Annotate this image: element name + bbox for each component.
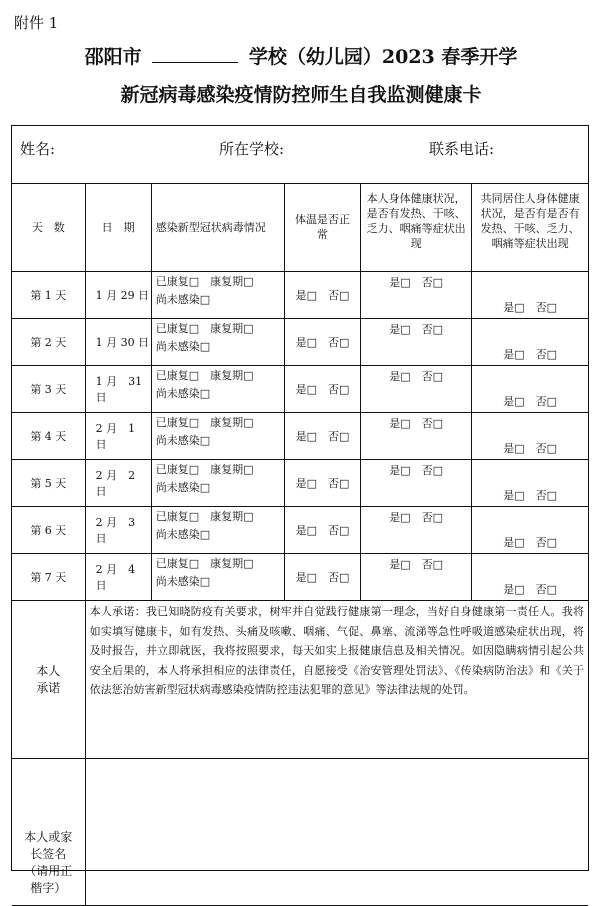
- day-cell: 第 4 天: [12, 413, 85, 460]
- temperature-checkbox-cell[interactable]: 是□ 否□: [284, 272, 360, 319]
- status-options-line-2[interactable]: 尚未感染□: [155, 387, 211, 400]
- infection-status-cell[interactable]: [151, 272, 284, 319]
- info-row: [12, 126, 588, 184]
- temperature-checkbox-cell[interactable]: 是□ 否□: [284, 319, 360, 366]
- status-options-line-2[interactable]: 尚未感染□: [155, 340, 211, 353]
- table-row: [12, 507, 588, 554]
- self-health-checkbox-cell[interactable]: 是□ 否□: [361, 272, 472, 319]
- table-row: [12, 413, 588, 460]
- infection-status-cell[interactable]: [151, 460, 284, 507]
- phone-field-label[interactable]: 联系电话:: [429, 140, 495, 158]
- day-cell: 第 3 天: [12, 366, 85, 413]
- date-cell: 1 月 30 日: [85, 319, 151, 366]
- day-cell: 第 1 天: [12, 272, 85, 319]
- annex-label: 附件 1: [14, 14, 59, 32]
- date-cell: 2 月 2 日: [85, 460, 151, 507]
- school-name-blank[interactable]: [152, 46, 238, 63]
- table-row: [12, 272, 588, 319]
- temperature-checkbox-cell[interactable]: 是□ 否□: [284, 554, 360, 601]
- title-line-2: 新冠病毒感染疫情防控师生自我监测健康卡: [120, 84, 482, 106]
- status-options-line-1[interactable]: 已康复□ 康复期□: [155, 557, 254, 570]
- infection-status-cell[interactable]: [151, 507, 284, 554]
- table-row: [12, 460, 588, 507]
- title-school-suffix: 学校（幼儿园）2023 春季开学: [248, 46, 518, 68]
- status-options-line-2[interactable]: 尚未感染□: [155, 293, 211, 306]
- infection-status-cell[interactable]: [151, 319, 284, 366]
- status-options-line-1[interactable]: 已康复□ 康复期□: [155, 275, 254, 288]
- title-city: 邵阳市: [84, 46, 142, 68]
- status-options-line-2[interactable]: 尚未感染□: [155, 575, 211, 588]
- table-row: [12, 554, 588, 601]
- title-line-1: [0, 42, 602, 69]
- status-options-line-2[interactable]: 尚未感染□: [155, 481, 211, 494]
- signature-area[interactable]: [85, 759, 588, 906]
- status-options-line-2[interactable]: 尚未感染□: [155, 528, 211, 541]
- header-cohabitant-health: 共同居住人身体健康状况，是否有是否有发热、干咳、乏力、咽痛等症状出现: [472, 183, 588, 272]
- temperature-checkbox-cell[interactable]: 是□ 否□: [284, 413, 360, 460]
- cohabitant-health-checkbox-cell[interactable]: 是□ 否□: [472, 272, 588, 319]
- infection-status-cell[interactable]: [151, 554, 284, 601]
- temperature-checkbox-cell[interactable]: 是□ 否□: [284, 460, 360, 507]
- commitment-row: [12, 601, 588, 759]
- self-health-checkbox-cell[interactable]: 是□ 否□: [361, 507, 472, 554]
- header-day: 天 数: [12, 183, 85, 272]
- self-health-checkbox-cell[interactable]: 是□ 否□: [361, 554, 472, 601]
- school-field-label[interactable]: 所在学校:: [219, 140, 285, 158]
- self-health-checkbox-cell[interactable]: 是□ 否□: [361, 319, 472, 366]
- cohabitant-health-checkbox-cell[interactable]: 是□ 否□: [472, 554, 588, 601]
- day-cell: 第 2 天: [12, 319, 85, 366]
- infection-status-cell[interactable]: [151, 366, 284, 413]
- day-cell: 第 7 天: [12, 554, 85, 601]
- date-cell: 2 月 1 日: [85, 413, 151, 460]
- status-options-line-2[interactable]: 尚未感染□: [155, 434, 211, 447]
- table-row: [12, 366, 588, 413]
- date-cell: 1 月 31 日: [85, 366, 151, 413]
- commitment-label-text: 本人 承诺: [36, 663, 61, 695]
- date-cell: 1 月 29 日: [85, 272, 151, 319]
- header-infection-status: 感染新型冠状病毒情况: [151, 183, 284, 272]
- date-cell: 2 月 3 日: [85, 507, 151, 554]
- header-date: 日 期: [85, 183, 151, 272]
- status-options-line-1[interactable]: 已康复□ 康复期□: [155, 369, 254, 382]
- header-temperature: 体温是否正常: [284, 183, 360, 272]
- cohabitant-health-checkbox-cell[interactable]: 是□ 否□: [472, 319, 588, 366]
- table-row: [12, 319, 588, 366]
- signature-label: [12, 759, 85, 906]
- monitoring-table: [12, 183, 588, 906]
- infection-status-cell[interactable]: [151, 413, 284, 460]
- date-cell: 2 月 4 日: [85, 554, 151, 601]
- cohabitant-health-checkbox-cell[interactable]: 是□ 否□: [472, 366, 588, 413]
- self-health-checkbox-cell[interactable]: 是□ 否□: [361, 460, 472, 507]
- temperature-checkbox-cell[interactable]: 是□ 否□: [284, 366, 360, 413]
- day-cell: 第 6 天: [12, 507, 85, 554]
- self-health-checkbox-cell[interactable]: 是□ 否□: [361, 413, 472, 460]
- status-options-line-1[interactable]: 已康复□ 康复期□: [155, 463, 254, 476]
- cohabitant-health-checkbox-cell[interactable]: 是□ 否□: [472, 507, 588, 554]
- health-card-form: [11, 125, 589, 895]
- temperature-checkbox-cell[interactable]: 是□ 否□: [284, 507, 360, 554]
- commitment-text: 本人承诺：我已知晓防疫有关要求，树牢并自觉践行健康第一理念，当好自身健康第一责任人。我将如实填写健康卡，如有发热、头痛及咳嗽、咽痛、气促、鼻塞、流涕等急性呼吸道感染症状出现，将及时报告，并立即就医，我将按照要求，每天如实上报健康信息及相关情况。如因隐瞒病情引起公共安全后果的，本人将承担相应的法律责任，自愿接受《治安管理处罚法》、《传染病防治法》和《关于依法惩治妨害新型冠状病毒感染疫情防控违法犯罪的意见》等法律法规的处罚。: [85, 601, 588, 759]
- commitment-label: [12, 601, 85, 759]
- header-self-health: 本人身体健康状况，是否有发热、干咳、乏力、咽痛等症状出现: [361, 183, 472, 272]
- signature-label-text: 本人或家长签名（请用正楷字）: [24, 830, 73, 895]
- cohabitant-health-checkbox-cell[interactable]: 是□ 否□: [472, 413, 588, 460]
- self-health-checkbox-cell[interactable]: 是□ 否□: [361, 366, 472, 413]
- status-options-line-1[interactable]: 已康复□ 康复期□: [155, 416, 254, 429]
- status-options-line-1[interactable]: 已康复□ 康复期□: [155, 510, 254, 523]
- name-field-label[interactable]: 姓名:: [20, 140, 56, 158]
- status-options-line-1[interactable]: 已康复□ 康复期□: [155, 322, 254, 335]
- cohabitant-health-checkbox-cell[interactable]: 是□ 否□: [472, 460, 588, 507]
- signature-row: [12, 759, 588, 906]
- day-cell: 第 5 天: [12, 460, 85, 507]
